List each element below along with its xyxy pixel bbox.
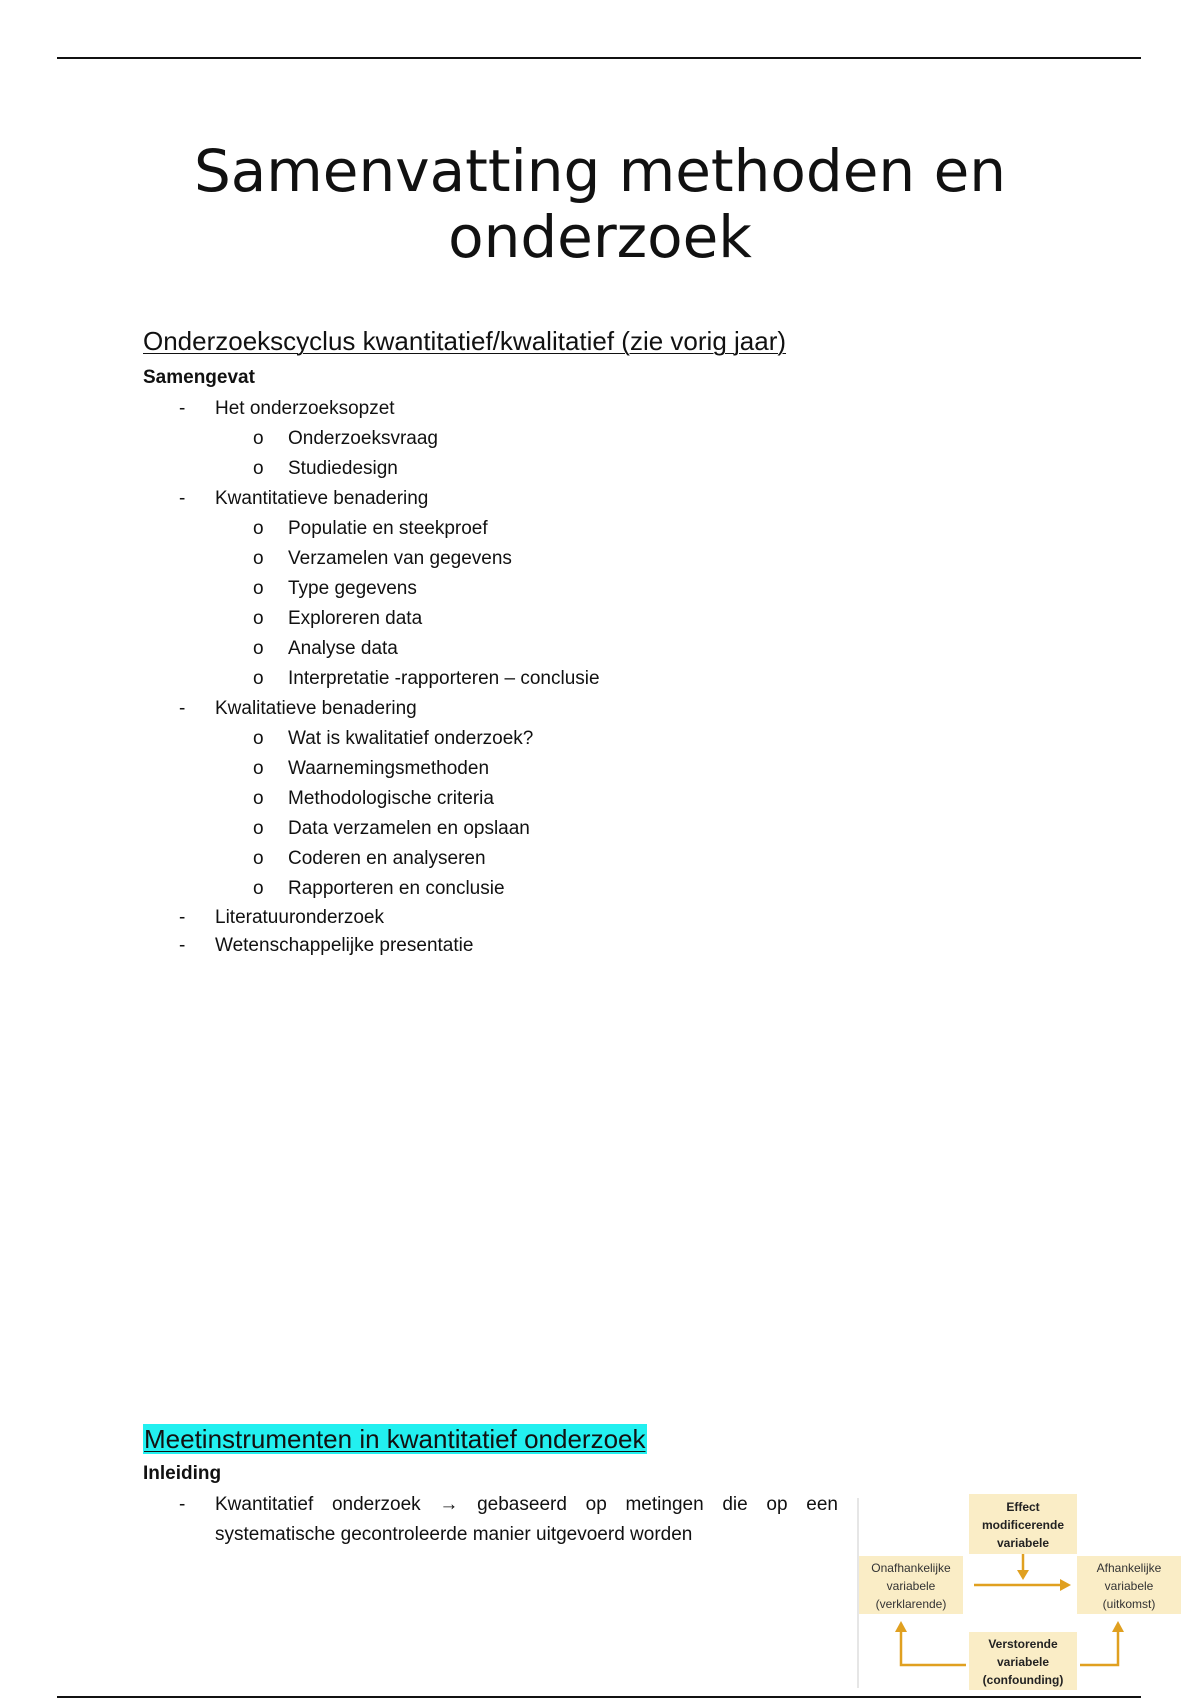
list-item-label: Kwalitatieve benadering xyxy=(215,698,417,719)
list-item xyxy=(143,394,600,484)
dependent-line: Afhankelijke xyxy=(1096,1561,1162,1575)
sub-list-item: o Exploreren data xyxy=(143,604,600,634)
subheading-samengevat: Samengevat xyxy=(143,367,255,388)
effect-line: modificerende xyxy=(981,1518,1065,1532)
confounding-variable-box xyxy=(969,1632,1077,1690)
confounding-arrow-right xyxy=(1080,1621,1124,1665)
section-heading-meetinstrumenten xyxy=(143,1424,647,1455)
effect-arrow xyxy=(1017,1554,1029,1580)
effect-line: Effect xyxy=(1006,1500,1040,1514)
confounding-line: Verstorende xyxy=(988,1637,1058,1651)
main-arrow xyxy=(974,1579,1071,1591)
list-item xyxy=(143,694,600,904)
document-title: Samenvatting methoden en onderzoek xyxy=(193,137,1007,271)
sub-list-item: o Waarnemingsmethoden xyxy=(143,754,600,784)
sub-list-item: o Coderen en analyseren xyxy=(143,844,600,874)
list-item-label: Wetenschappelijke presentatie xyxy=(215,935,474,956)
list-item-label: Literatuuronderzoek xyxy=(215,907,384,928)
list-item-label: Kwantitatieve benadering xyxy=(215,488,429,509)
footer-rule xyxy=(57,1696,1141,1698)
confounding-arrow-left xyxy=(895,1621,966,1665)
sub-list-item: o Interpretatie -rapporteren – conclusie xyxy=(143,664,600,694)
subheading-inleiding: Inleiding xyxy=(143,1463,222,1484)
summary-outline xyxy=(143,394,600,960)
confounding-line: variabele xyxy=(996,1655,1050,1669)
independent-variable-box xyxy=(859,1556,963,1614)
independent-line: Onafhankelijke xyxy=(871,1561,951,1575)
effect-line: variabele xyxy=(996,1536,1050,1550)
list-item-label: Het onderzoeksopzet xyxy=(215,398,395,419)
sub-list-item: o Studiedesign xyxy=(143,454,600,484)
confounding-line: (confounding) xyxy=(982,1673,1064,1687)
sub-list-item: o Data verzamelen en opslaan xyxy=(143,814,600,844)
list-item: - Kwantitatief onderzoek → gebaseerd op metingen die op een systematische gecontroleerde manier uitgevoerd worden xyxy=(143,1490,838,1550)
sub-list-item: o Type gegevens xyxy=(143,574,600,604)
sub-list-item: o Wat is kwalitatief onderzoek? xyxy=(143,724,600,754)
sub-list-item: o Populatie en steekproef xyxy=(143,514,600,544)
dependent-line: (uitkomst) xyxy=(1102,1597,1156,1611)
independent-line: variabele xyxy=(886,1579,936,1593)
sub-list-item: o Methodologische criteria xyxy=(143,784,600,814)
variables-diagram xyxy=(856,1490,1182,1690)
dependent-line: variabele xyxy=(1104,1579,1154,1593)
header-rule xyxy=(57,57,1141,59)
sub-list-item: o Onderzoeksvraag xyxy=(143,424,600,454)
dependent-variable-box xyxy=(1077,1556,1181,1614)
intro-list xyxy=(143,1490,838,1550)
section-heading-onderzoekscyclus: Onderzoekscyclus kwantitatief/kwalitatief (zie vorig jaar) xyxy=(143,326,787,356)
highlighted-heading-text: Meetinstrumenten in kwantitatief onderzoek xyxy=(144,1424,646,1454)
list-item xyxy=(143,904,600,932)
sub-list-item: o Verzamelen van gegevens xyxy=(143,544,600,574)
list-item xyxy=(143,484,600,694)
list-item xyxy=(143,932,600,960)
effect-modifier-box xyxy=(969,1494,1077,1554)
independent-line: (verklarende) xyxy=(875,1597,947,1611)
sub-list-item: o Rapporteren en conclusie xyxy=(143,874,600,904)
sub-list-item: o Analyse data xyxy=(143,634,600,664)
